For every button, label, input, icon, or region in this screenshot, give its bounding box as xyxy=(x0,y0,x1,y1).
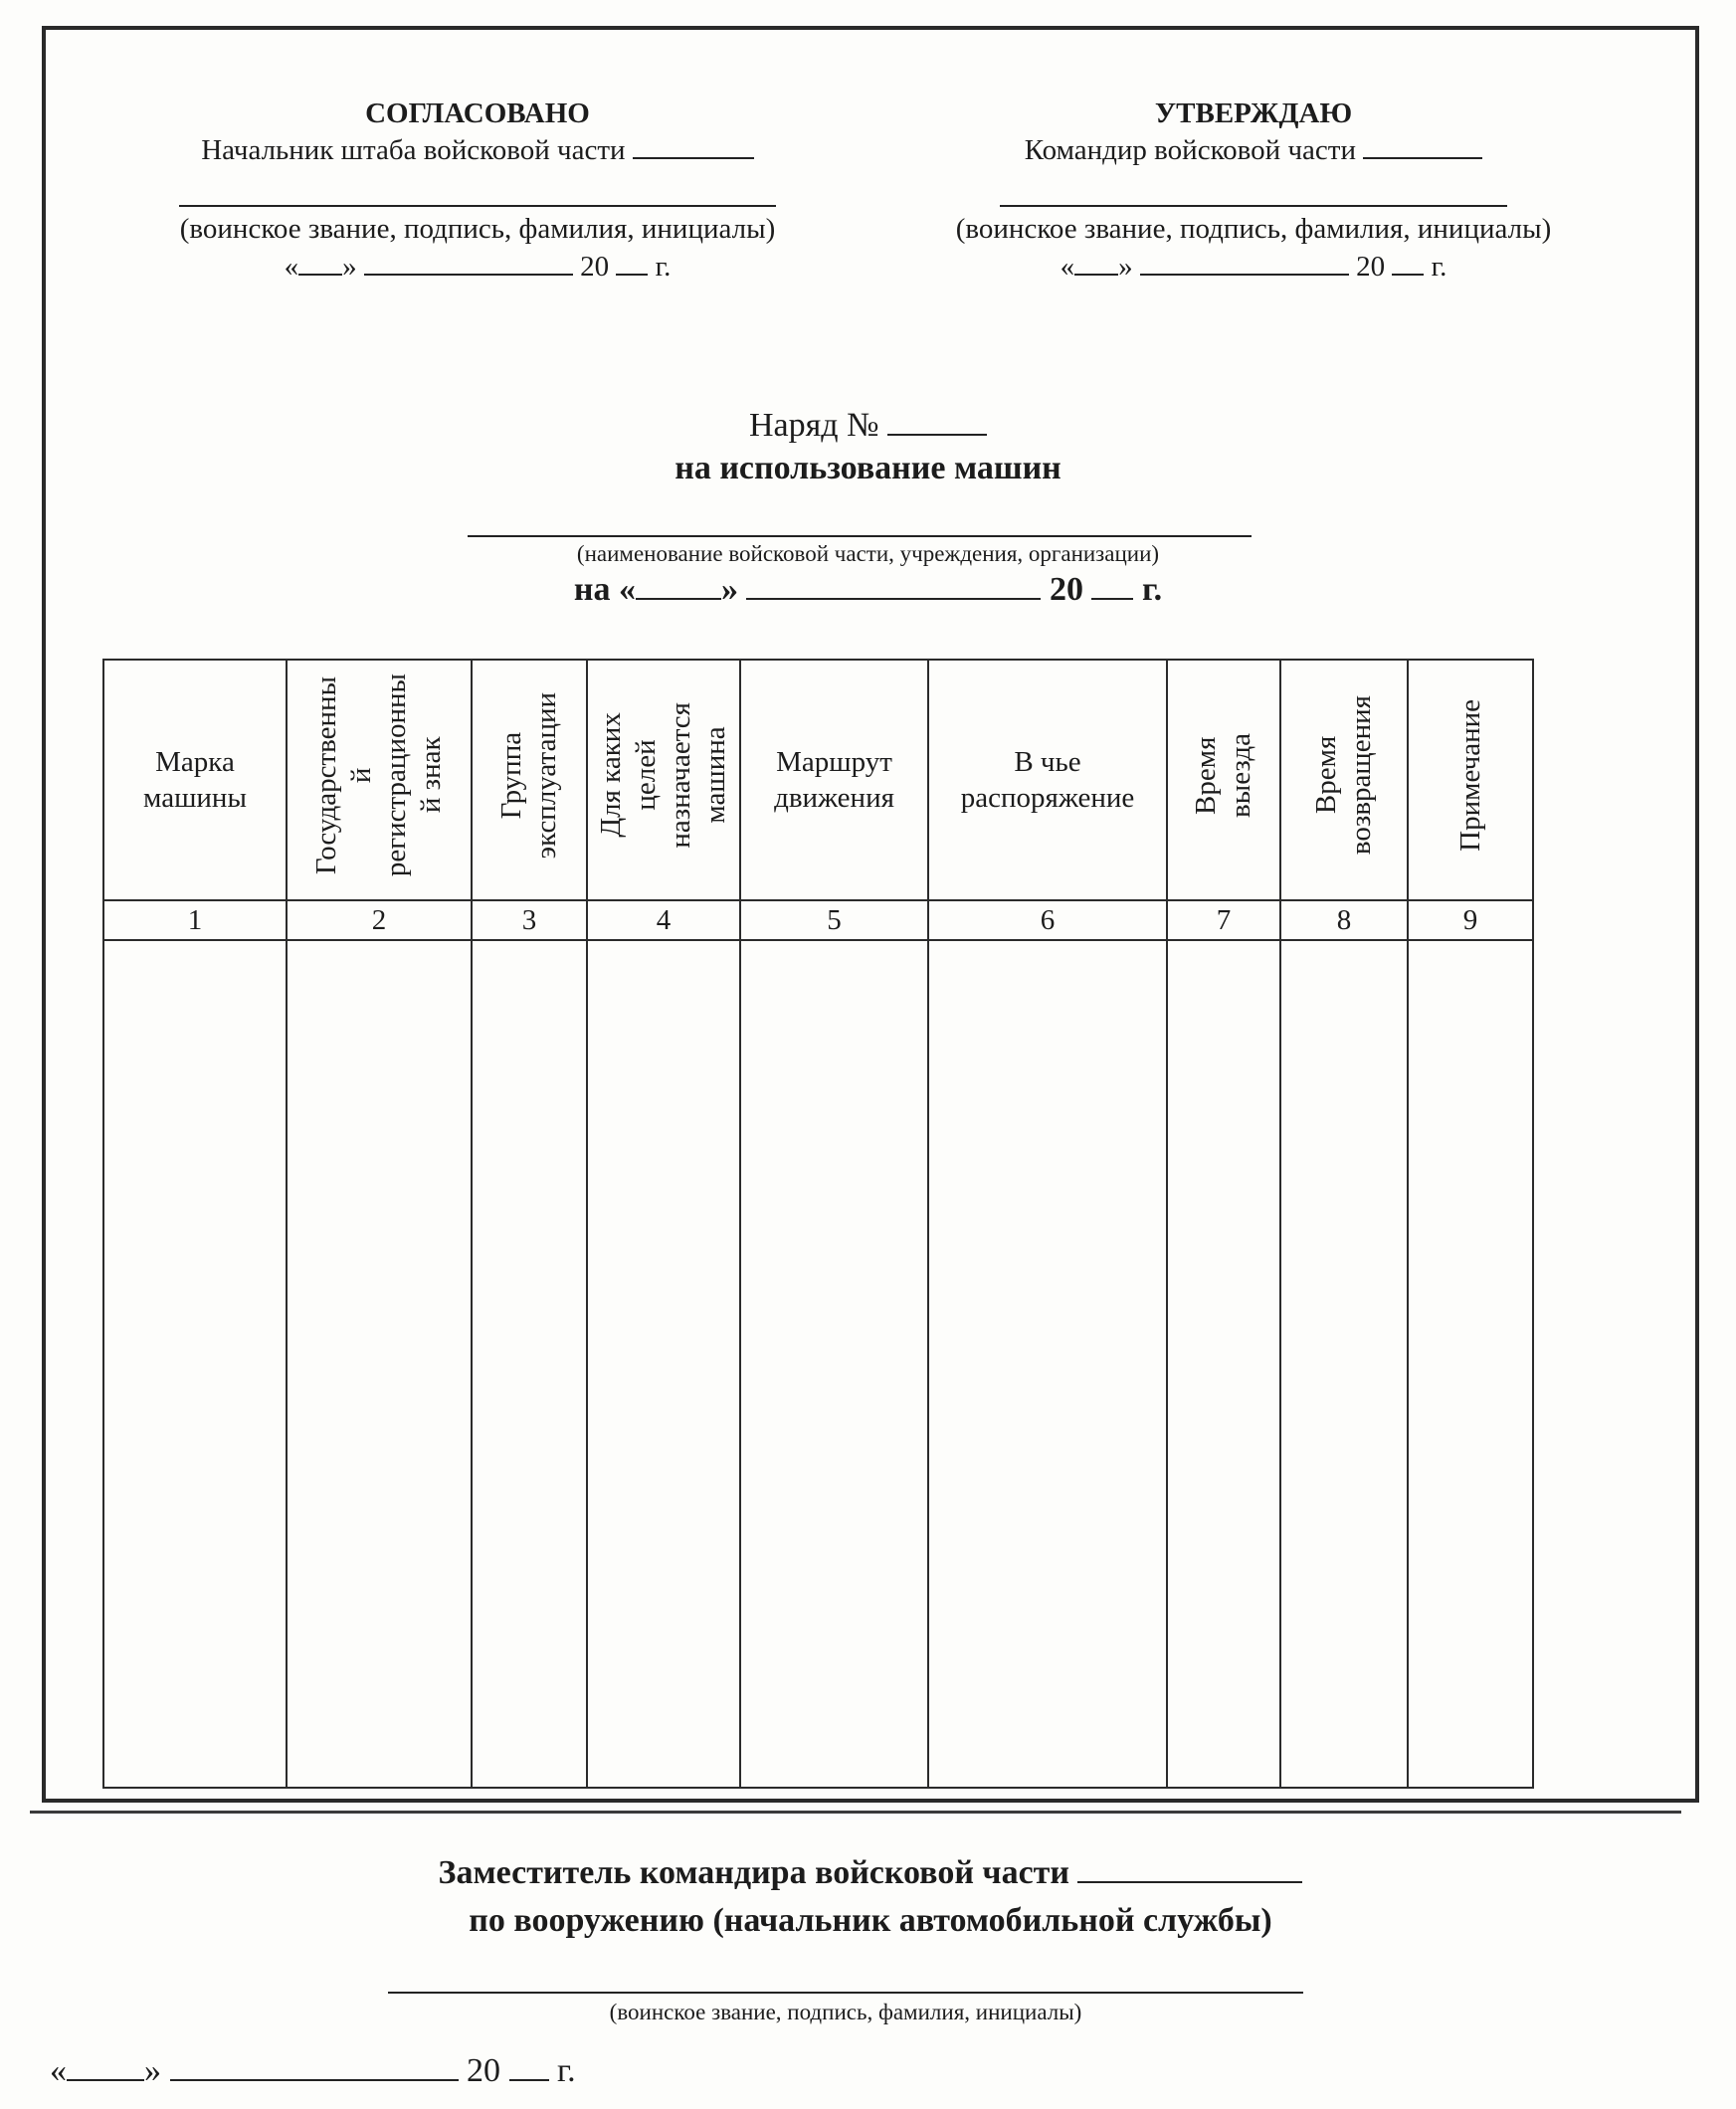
vehicles-table xyxy=(102,659,1534,1789)
column-header: Группа эксплуатации xyxy=(495,691,562,860)
approve-date-year: 20 xyxy=(1356,251,1386,283)
approve-signature-line[interactable] xyxy=(1000,205,1507,207)
approve-date-open: « xyxy=(1060,251,1075,283)
assigned-to-cell[interactable] xyxy=(928,940,1167,1788)
approve-position: Командир войсковой части xyxy=(1024,134,1356,166)
order-year-field[interactable] xyxy=(1091,572,1133,600)
departure-time-cell[interactable] xyxy=(1167,940,1280,1788)
approve-caption: (воинское звание, подпись, фамилия, инициалы) xyxy=(955,213,1552,245)
agreed-date-open: « xyxy=(284,251,299,283)
agreed-day-field[interactable] xyxy=(298,250,342,276)
column-header: Примечание xyxy=(1453,699,1486,852)
column-number: 6 xyxy=(928,900,1167,940)
approve-heading: УТВЕРЖДАЮ xyxy=(1154,97,1353,129)
column-header: Марка машины xyxy=(143,746,247,814)
order-date-suffix: г. xyxy=(1141,571,1163,608)
header-cell xyxy=(587,660,740,900)
agreed-signature-line[interactable] xyxy=(179,205,776,207)
column-number: 2 xyxy=(287,900,472,940)
note-cell[interactable] xyxy=(1408,940,1533,1788)
organization-field[interactable] xyxy=(468,535,1252,537)
order-date-year: 20 xyxy=(1049,571,1083,608)
column-number-row xyxy=(103,900,1533,940)
deputy-date-year: 20 xyxy=(467,2052,500,2089)
column-header: Для каких целей назначается машина xyxy=(595,702,731,849)
deputy-title-line1 xyxy=(298,1852,1443,1894)
column-header: Время возвращения xyxy=(1310,695,1377,856)
order-number-field[interactable] xyxy=(887,406,987,436)
deputy-date-suffix: г. xyxy=(557,2052,576,2089)
agreed-position-line xyxy=(139,132,816,169)
approve-day-field[interactable] xyxy=(1074,250,1118,276)
agreed-unit-field[interactable] xyxy=(633,133,754,159)
column-number: 3 xyxy=(472,900,587,940)
header-cell xyxy=(1408,660,1533,900)
order-date xyxy=(0,571,1736,609)
agreed-caption: (воинское звание, подпись, фамилия, инициалы) xyxy=(179,213,776,245)
agreed-heading: СОГЛАСОВАНО xyxy=(365,97,590,129)
return-time-cell[interactable] xyxy=(1280,940,1408,1788)
column-number: 8 xyxy=(1280,900,1408,940)
table-entry-row[interactable] xyxy=(103,940,1533,1788)
deputy-title-line2: по вооружению (начальник автомобильной службы) xyxy=(469,1902,1272,1939)
deputy-date-close: » xyxy=(144,2052,161,2089)
deputy-date-open: « xyxy=(50,2052,67,2089)
registration-plate-cell[interactable] xyxy=(287,940,472,1788)
header-cell xyxy=(740,660,928,900)
order-month-field[interactable] xyxy=(746,572,1041,600)
column-number: 9 xyxy=(1408,900,1533,940)
approve-year-field[interactable] xyxy=(1392,250,1424,276)
column-header: Время выезда xyxy=(1190,733,1256,818)
column-number: 4 xyxy=(587,900,740,940)
agreed-block xyxy=(139,96,816,169)
order-day-field[interactable] xyxy=(636,572,721,600)
approve-date-close: » xyxy=(1118,251,1133,283)
deputy-caption: (воинское звание, подпись, фамилия, инициалы) xyxy=(609,2000,1082,2024)
column-header: Государственны й регистрационны й знак xyxy=(310,673,447,877)
deputy-date xyxy=(50,2051,576,2089)
deputy-year-field[interactable] xyxy=(509,2051,549,2081)
header-cell xyxy=(1280,660,1408,900)
column-number: 7 xyxy=(1167,900,1280,940)
deputy-title: Заместитель командира войсковой части xyxy=(438,1854,1069,1891)
order-number-label: Наряд № xyxy=(748,407,879,444)
header-cell xyxy=(928,660,1167,900)
order-title: на использование машин xyxy=(675,450,1061,486)
header-cell xyxy=(1167,660,1280,900)
purpose-cell[interactable] xyxy=(587,940,740,1788)
route-cell[interactable] xyxy=(740,940,928,1788)
agreed-year-field[interactable] xyxy=(616,250,648,276)
column-header: Маршрут движения xyxy=(774,746,894,814)
agreed-date xyxy=(139,249,816,286)
approve-date xyxy=(905,249,1602,286)
approve-month-field[interactable] xyxy=(1140,250,1349,276)
table-header-row xyxy=(103,660,1533,900)
agreed-month-field[interactable] xyxy=(364,250,573,276)
agreed-date-year: 20 xyxy=(580,251,610,283)
vehicle-make-cell[interactable] xyxy=(103,940,287,1788)
organization-caption: (наименование войсковой части, учреждения, организации) xyxy=(576,541,1160,566)
approve-date-suffix: г. xyxy=(1431,251,1447,283)
approve-position-line xyxy=(905,132,1602,169)
column-number: 1 xyxy=(103,900,287,940)
header-cell xyxy=(287,660,472,900)
agreed-date-suffix: г. xyxy=(655,251,672,283)
deputy-day-field[interactable] xyxy=(67,2051,144,2081)
order-number-line xyxy=(0,406,1736,445)
agreed-date-close: » xyxy=(342,251,357,283)
header-cell xyxy=(472,660,587,900)
operation-group-cell[interactable] xyxy=(472,940,587,1788)
approve-block xyxy=(905,96,1602,169)
column-header: В чье распоряжение xyxy=(960,746,1135,814)
order-date-close: » xyxy=(720,571,738,608)
approve-unit-field[interactable] xyxy=(1363,133,1482,159)
frame-bottom-edge xyxy=(30,1811,1681,1814)
column-number: 5 xyxy=(740,900,928,940)
order-date-prefix: на « xyxy=(573,571,636,608)
header-cell xyxy=(103,660,287,900)
deputy-month-field[interactable] xyxy=(170,2051,459,2081)
deputy-unit-field[interactable] xyxy=(1077,1853,1302,1883)
agreed-position: Начальник штаба войсковой части xyxy=(201,134,626,166)
